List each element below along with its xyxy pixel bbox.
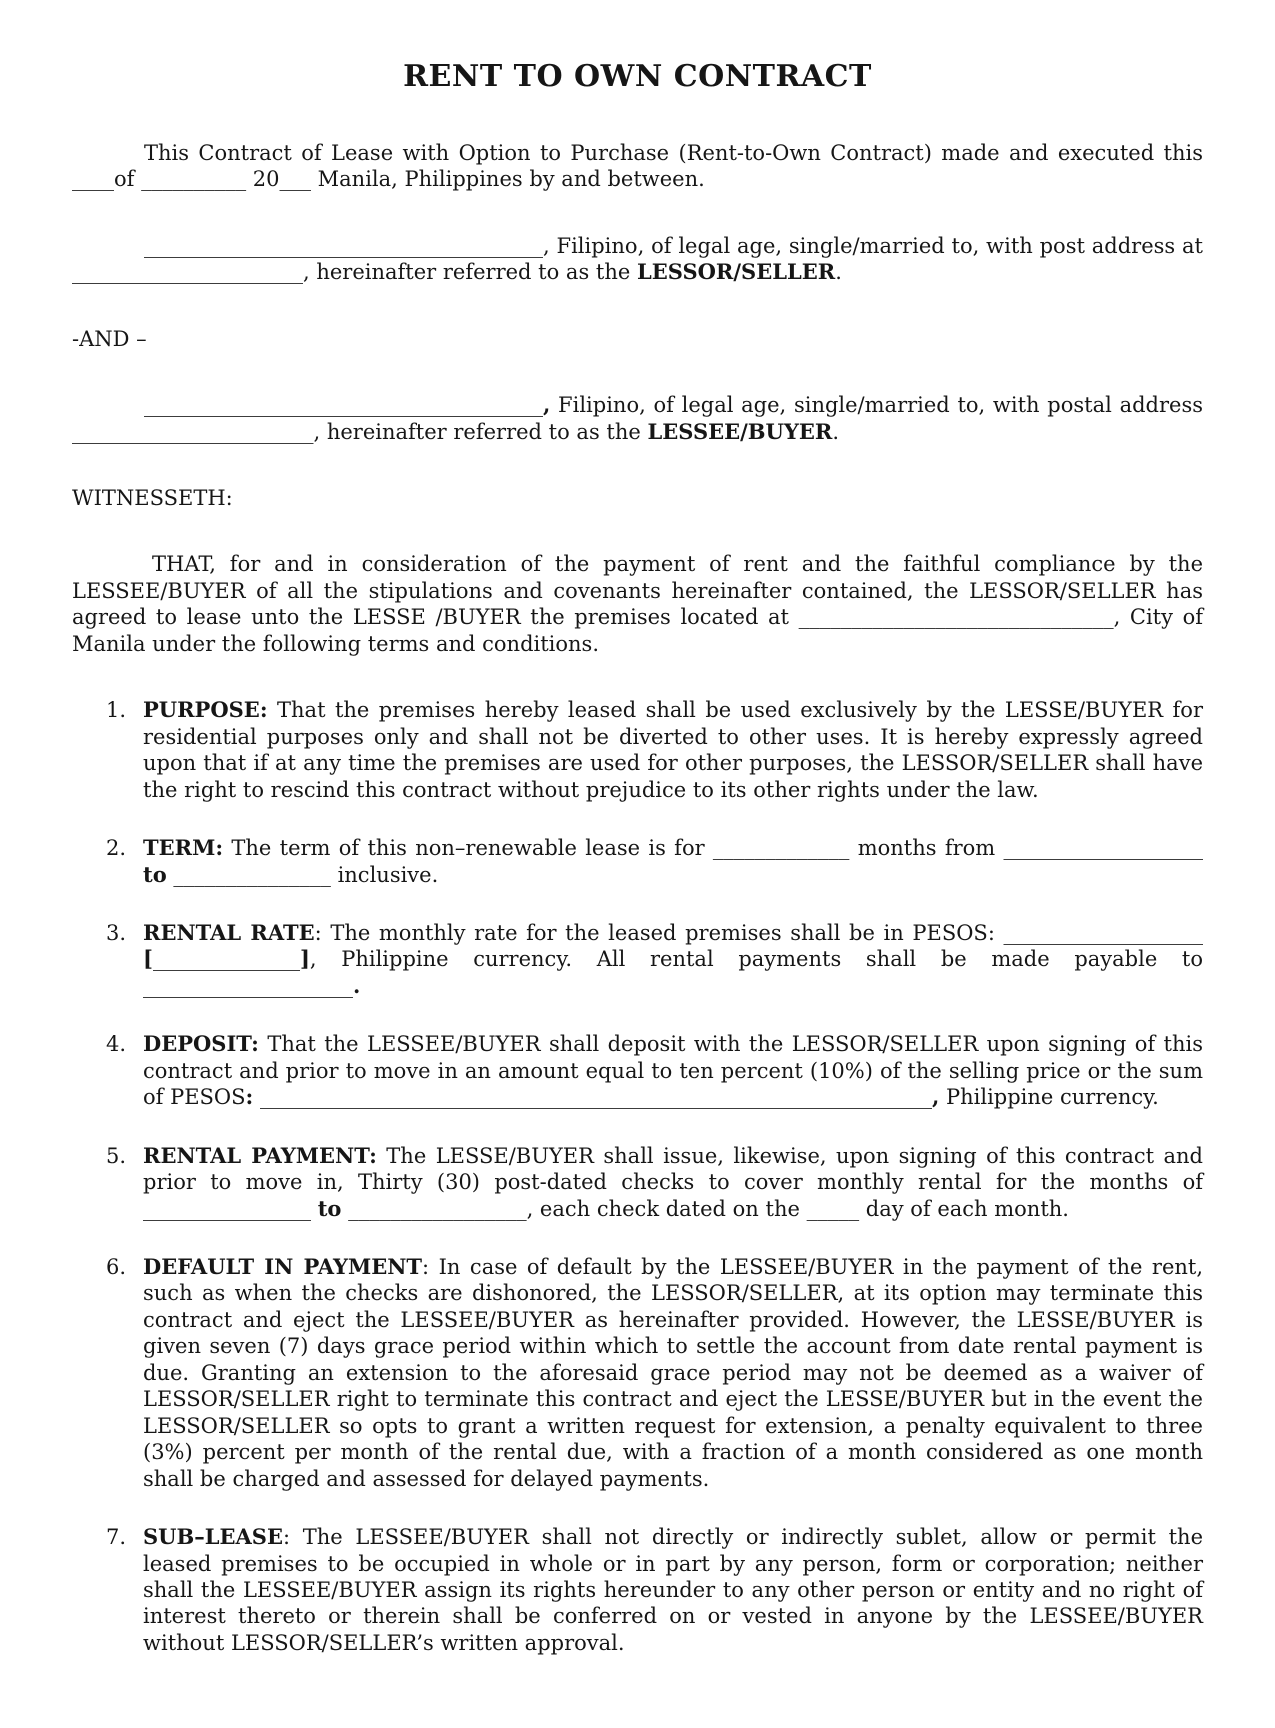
clause-number: 3. — [106, 920, 127, 945]
intro-paragraph: This Contract of Lease with Option to Purchase (Rent-to-Own Contract) made and executed this ____of __________ 20___ Manila, Philippines by and between. — [72, 140, 1203, 192]
witnesseth-paragraph: THAT, for and in consideration of the payment of rent and the faithful compliance by the LESSEE/BUYER of all the stipulations and covenants hereinafter contained, the LESSOR/SELLER has agreed to lease unto the LESSE /BUYER the premises located at ______________________________, City of Manila under the following terms and conditions. — [72, 552, 1203, 656]
clause-rental-rate — [72, 920, 1203, 999]
clause-number: 5. — [106, 1143, 127, 1168]
clause-sub-lease — [72, 1524, 1203, 1656]
clause-text: RENTAL PAYMENT: The LESSE/BUYER shall issue, likewise, upon signing of this contract and prior to move in, Thirty (30) post-dated checks to cover monthly rental for the months of ________________ to _________________, each check dated on the _____ day of each month. — [143, 1142, 1203, 1221]
clause-deposit — [72, 1031, 1203, 1110]
clauses-list — [72, 697, 1203, 1656]
clause-rental-payment — [72, 1143, 1203, 1222]
clause-text: RENTAL RATE: The monthly rate for the leased premises shall be in PESOS: ___________________ [______________], Philippine currency. All rental payments shall be made payable to ____________________. — [143, 919, 1203, 998]
clause-number: 1. — [106, 698, 127, 723]
clause-purpose — [72, 697, 1203, 803]
document-title: RENT TO OWN CONTRACT — [403, 59, 872, 94]
witnesseth-heading: WITNESSETH: — [72, 485, 233, 510]
clause-text: TERM: The term of this non–renewable lease is for _____________ months from ___________________ to _______________ inclusive. — [143, 835, 1203, 887]
clause-text: DEFAULT IN PAYMENT: In case of default by the LESSEE/BUYER in the payment of the rent, such as when the checks are dishonored, the LESSOR/SELLER, at its option may terminate this contract and eject the LESSEE/BUYER as hereinafter provided. However, the LESSE/BUYER is given seven (7) days grace period within which to settle the account from date rental payment is due. Granting an extension to the aforesaid grace period may not be deemed as a waiver of LESSOR/SELLER right to terminate this contract and eject the LESSE/BUYER but in the event the LESSOR/SELLER so opts to grant a written request for extension, a penalty equivalent to three (3%) percent per month of the rental due, with a fraction of a month considered as one month shall be charged and assessed for delayed payments. — [143, 1254, 1204, 1491]
clause-text: PURPOSE: That the premises hereby leased shall be used exclusively by the LESSE/BUYER for residential purposes only and shall not be diverted to other uses. It is hereby expressly agreed upon that if at any time the premises are used for other purposes, the LESSOR/SELLER shall have the right to rescind this contract without prejudice to its other rights under the law. — [143, 697, 1203, 802]
clause-text: DEPOSIT: That the LESSEE/BUYER shall deposit with the LESSOR/SELLER upon signing of this contract and prior to move in an amount equal to ten percent (10%) of the selling price or the sum of PESOS: ________________________________________________________________, Philippine currency. — [143, 1031, 1203, 1110]
clause-number: 7. — [106, 1525, 127, 1550]
clause-number: 4. — [106, 1032, 127, 1057]
and-separator: -AND – — [72, 326, 147, 351]
clause-number: 6. — [106, 1255, 127, 1280]
clause-text: SUB–LEASE: The LESSEE/BUYER shall not directly or indirectly sublet, allow or permit the leased premises to be occupied in whole or in part by any person, form or corporation; neither shall the LESSEE/BUYER assign its rights hereunder to any other person or entity and no right of interest thereto or therein shall be conferred on or vested in anyone by the LESSEE/BUYER without LESSOR/SELLER’s written approval. — [143, 1524, 1203, 1655]
clause-number: 2. — [106, 836, 127, 861]
lessor-paragraph: ______________________________________, Filipino, of legal age, single/married to, with post address at ______________________, hereinafter referred to as the LESSOR/SELLER. — [72, 233, 1203, 285]
clause-term — [72, 835, 1203, 888]
lessee-paragraph: ______________________________________, Filipino, of legal age, single/married to, with postal address _______________________, hereinafter referred to as the LESSEE/BUYER. — [72, 392, 1203, 444]
clause-default-in-payment — [72, 1254, 1203, 1492]
